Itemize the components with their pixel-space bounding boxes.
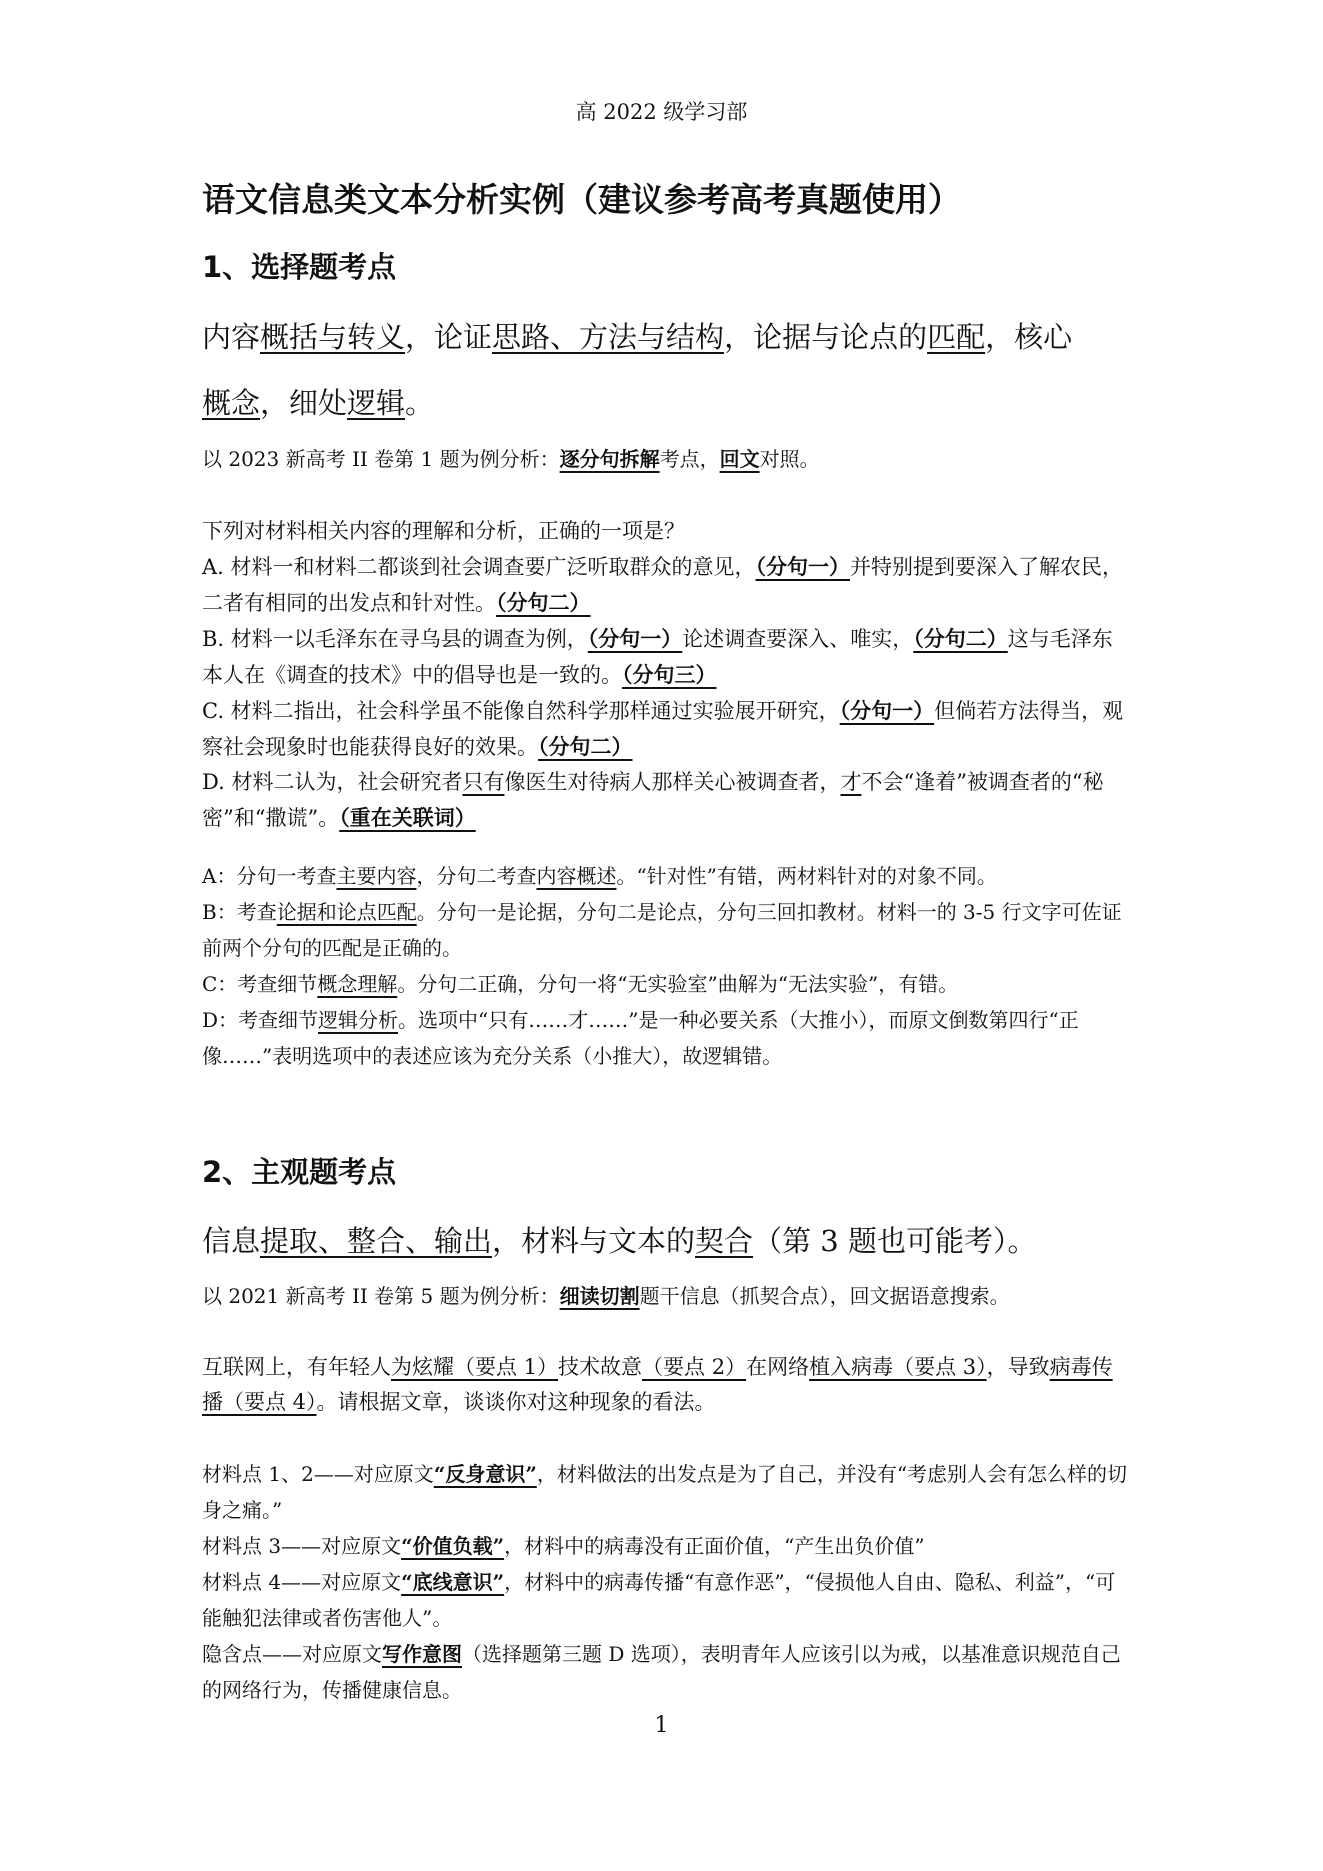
section-2-intro: 以 2021 新高考 II 卷第 5 题为例分析：细读切割题干信息（抓契合点），回文据语意搜索。	[202, 1284, 1010, 1308]
question-block	[202, 514, 1132, 836]
answer-analysis	[202, 858, 1132, 1074]
material-point-4: 材料点 4——对应原文“底线意识”，材料中的病毒传播“有意作恶”，“侵损他人自由、隐私、利益”，“可能触犯法律或者伤害他人”。	[202, 1570, 1116, 1630]
material-point-1-2: 材料点 1、2——对应原文“反身意识”，材料做法的出发点是为了自己，并没有“考虑别人会有怎么样的切身之痛。”	[202, 1462, 1128, 1522]
section-1-summary: 内容概括与转义，论证思路、方法与结构，论据与论点的匹配，核心 概念，细处逻辑。	[202, 320, 1073, 420]
option-b: B. 材料一以毛泽东在寻乌县的调查为例，（分句一）论述调查要深入、唯实，（分句二）这与毛泽东本人在《调查的技术》中的倡导也是一致的。（分句三）	[202, 626, 1113, 687]
option-a: A. 材料一和材料二都谈到社会调查要广泛听取群众的意见，（分句一）并特别提到要深入了解农民，二者有相同的出发点和针对性。（分句二）	[202, 554, 1124, 615]
section-2-summary: 信息提取、整合、输出，材料与文本的契合（第 3 题也可能考）。	[202, 1224, 1037, 1258]
page-header: 高 2022 级学习部	[575, 100, 748, 124]
analysis-c: C：考查细节概念理解。分句二正确，分句一将“无实验室”曲解为“无法实验”，有错。	[202, 972, 959, 996]
section-1-heading: 1、选择题考点	[202, 250, 397, 284]
implicit-point: 隐含点——对应原文写作意图（选择题第三题 D 选项），表明青年人应该引以为戒，以基准意识规范自己的网络行为，传播健康信息。	[202, 1642, 1121, 1702]
material-points	[202, 1456, 1132, 1708]
page-number: 1	[654, 1713, 669, 1738]
section-1-intro: 以 2023 新高考 II 卷第 1 题为例分析：逐分句拆解考点，回文对照。	[202, 447, 820, 471]
section-2-heading: 2、主观题考点	[202, 1155, 397, 1189]
analysis-a: A：分句一考查主要内容，分句二考查内容概述。“针对性”有错，两材料针对的对象不同。	[202, 864, 997, 888]
document-title: 语文信息类文本分析实例（建议参考高考真题使用）	[202, 180, 961, 219]
option-d: D. 材料二认为，社会研究者只有像医生对待病人那样关心被调查者，才不会“逢着”被调查者的“秘密”和“撒谎”。（重在关联词）	[202, 770, 1104, 830]
analysis-b: B：考查论据和论点匹配。分句一是论据，分句二是论点，分句三回扣教材。材料一的 3-5 行文字可佐证前两个分句的匹配是正确的。	[202, 900, 1122, 960]
analysis-d: D：考查细节逻辑分析。选项中“只有……才……”是一种必要关系（大推小），而原文倒数第四行“正像……”表明选项中的表述应该为充分关系（小推大），故逻辑错。	[202, 1008, 1079, 1068]
subjective-question: 互联网上，有年轻人为炫耀（要点 1）技术故意（要点 2）在网络植入病毒（要点 3），导致病毒传播（要点 4）。请根据文章，谈谈你对这种现象的看法。	[202, 1355, 1113, 1414]
option-c: C. 材料二指出，社会科学虽不能像自然科学那样通过实验展开研究，（分句一）但倘若方法得当，观察社会现象时也能获得良好的效果。（分句二）	[202, 698, 1124, 759]
material-point-3: 材料点 3——对应原文“价值负载”，材料中的病毒没有正面价值，“产生出负价值”	[202, 1534, 925, 1558]
question-text: 下列对材料相关内容的理解和分析，正确的一项是？	[202, 519, 685, 543]
